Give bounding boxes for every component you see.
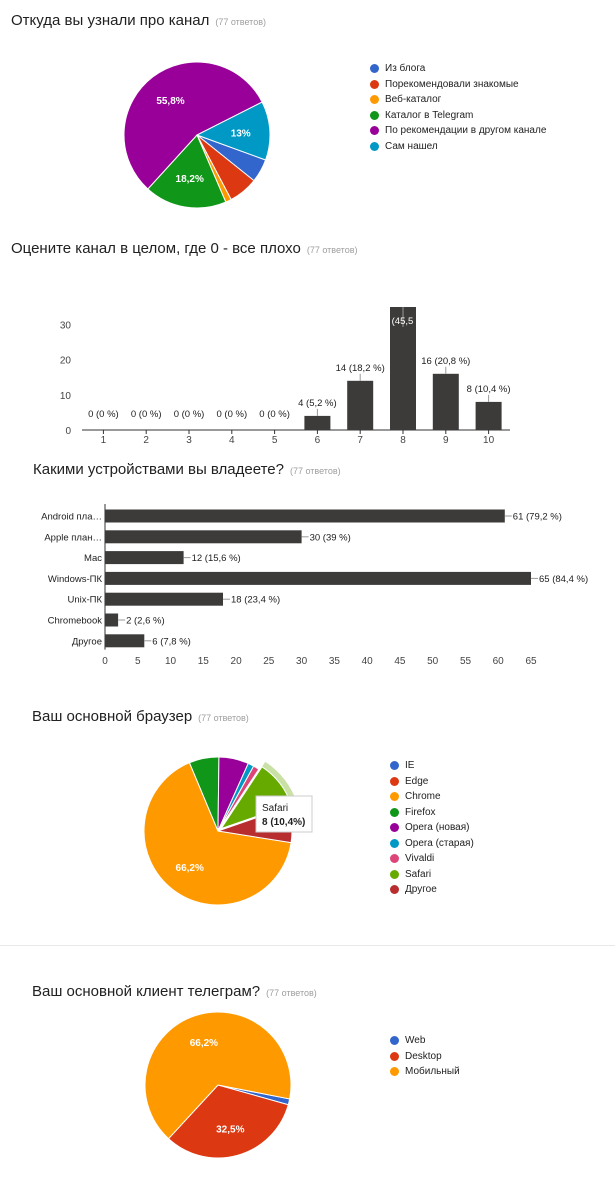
x-tick-label: 65 — [525, 656, 537, 667]
x-tick-label: 8 — [400, 435, 406, 446]
data-label: 30 (39 %) — [309, 532, 351, 544]
x-tick-label: 2 — [143, 435, 149, 446]
chart-title-text: Ваш основной браузер — [32, 708, 193, 725]
legend-item-opera-новая — [390, 820, 474, 836]
pie-slice-label: 66,2% — [189, 1038, 219, 1049]
legend-swatch — [370, 80, 379, 89]
legend-label: Desktop — [405, 1050, 442, 1062]
legend-item-из-блога — [370, 61, 546, 77]
legend-swatch — [390, 761, 399, 770]
section-browser — [0, 700, 615, 940]
pie-chart-browser — [0, 700, 615, 940]
pie-slice-label: 66,2% — [175, 863, 204, 875]
response-count: (77 ответов) — [289, 466, 341, 476]
legend-browser — [390, 758, 474, 898]
x-tick-label: 7 — [357, 435, 363, 446]
x-tick-label: 55 — [459, 656, 472, 667]
category-label: Другое — [71, 636, 102, 648]
legend-swatch — [370, 142, 379, 151]
data-label: 61 (79,2 %) — [512, 511, 562, 523]
data-label: 16 (20,8 %) — [421, 355, 471, 367]
legend-swatch — [390, 792, 399, 801]
pie-slice-label: 32,5% — [216, 1124, 245, 1136]
x-tick-label: 1 — [100, 435, 107, 446]
category-label: Mac — [84, 553, 102, 565]
data-label: 18 (23,4 %) — [231, 594, 281, 606]
x-tick-label: 4 — [229, 435, 235, 446]
legend-label: Порекомендовали знакомые — [385, 78, 519, 90]
legend-label: Vivaldi — [405, 853, 435, 865]
bar-chart-devices — [0, 455, 615, 675]
legend-item-firefox — [390, 805, 474, 821]
legend-item-opera-старая — [390, 836, 474, 852]
chart-title-text: Ваш основной клиент телеграм? — [32, 983, 261, 1000]
category-label: Unix-ПК — [67, 594, 102, 606]
legend-item-edge — [390, 774, 474, 790]
data-label: 4 (5,2 %) — [298, 397, 337, 409]
chart-title-text: Откуда вы узнали про канал — [11, 12, 210, 29]
data-label: 0 (0 %) — [130, 409, 162, 420]
data-label: 35 (45,5 %) — [378, 316, 428, 327]
bar-10 — [476, 402, 502, 430]
legend-swatch — [370, 126, 379, 135]
y-tick-label: 10 — [59, 390, 71, 402]
legend-label: Opera (новая) — [405, 822, 470, 834]
section-devices — [0, 455, 615, 675]
legend-swatch — [390, 1067, 399, 1076]
legend-item-каталог-в-telegram — [370, 108, 546, 124]
pie-slice-label: 18,2% — [175, 174, 204, 186]
legend-swatch — [390, 854, 399, 863]
legend-item-другое — [390, 882, 474, 898]
legend-label: Веб-каталог — [385, 94, 442, 106]
legend-client — [390, 1033, 460, 1080]
data-label: 8 (10,4 %) — [466, 383, 511, 395]
data-label: 0 (0 %) — [216, 409, 248, 420]
response-count: (77 ответов) — [198, 713, 249, 723]
legend-label: Другое — [405, 884, 437, 896]
tooltip-name: Safari — [262, 803, 289, 814]
legend-label: Из блога — [385, 63, 426, 75]
legend-label: Opera (старая) — [405, 837, 474, 849]
y-tick-label: 0 — [65, 426, 71, 437]
legend-item-web — [390, 1033, 460, 1049]
x-tick-label: 15 — [197, 656, 209, 667]
legend-swatch — [390, 808, 399, 817]
pie-chart-source — [100, 40, 400, 240]
legend-swatch — [370, 111, 379, 120]
pie-slice-label: 13% — [230, 128, 251, 140]
legend-item-chrome — [390, 789, 474, 805]
section-rating — [0, 230, 615, 455]
legend-swatch — [390, 839, 399, 848]
response-count: (77 ответов) — [215, 17, 266, 27]
category-label: Apple план… — [44, 532, 102, 544]
response-count: (77 ответов) — [306, 245, 358, 255]
bar-unix-пк — [105, 593, 223, 606]
bar-другое — [105, 634, 144, 647]
legend-item-веб-каталог — [370, 92, 546, 108]
x-tick-label: 30 — [296, 656, 308, 667]
x-tick-label: 3 — [186, 435, 192, 446]
data-label: 12 (15,6 %) — [191, 553, 241, 565]
x-tick-label: 25 — [263, 656, 275, 667]
legend-swatch — [370, 64, 379, 73]
bar-mac — [105, 551, 184, 564]
legend-swatch — [390, 823, 399, 832]
pie-chart-client — [0, 975, 615, 1200]
legend-label: IE — [405, 760, 415, 772]
tooltip — [256, 796, 312, 832]
legend-label: Мобильный — [405, 1066, 460, 1078]
legend-swatch — [390, 870, 399, 879]
x-tick-label: 10 — [164, 656, 177, 667]
legend-item-порекомендовали-знакомые — [370, 77, 546, 93]
x-tick-label: 9 — [443, 435, 449, 446]
legend-item-по-рекомендации-в-другом-канале — [370, 123, 546, 139]
data-label: 0 (0 %) — [88, 409, 119, 420]
x-tick-label: 20 — [230, 656, 242, 667]
y-tick-label: 20 — [59, 355, 71, 367]
data-label: 14 (18,2 %) — [335, 362, 385, 374]
bar-6 — [304, 416, 330, 430]
legend-swatch — [390, 777, 399, 786]
section-source — [0, 0, 615, 240]
legend-label: Web — [405, 1035, 426, 1047]
x-tick-label: 60 — [492, 656, 504, 667]
legend-item-safari — [390, 867, 474, 883]
category-label: Android пла… — [41, 511, 102, 523]
bar-android-пла — [105, 510, 505, 523]
bar-chart-rating — [0, 230, 615, 455]
chart-title-text: Оцените канал в целом, где 0 - все плохо — [11, 240, 301, 257]
x-tick-label: 40 — [361, 656, 373, 667]
tooltip-value: 8 (10,4%) — [262, 817, 306, 828]
x-tick-label: 35 — [328, 656, 340, 667]
x-tick-label: 10 — [483, 435, 495, 446]
chart-title-text: Какими устройствами вы владеете? — [33, 461, 284, 478]
legend-label: Edge — [405, 775, 429, 787]
bar-9 — [433, 374, 459, 430]
x-tick-label: 6 — [314, 435, 321, 446]
x-tick-label: 5 — [271, 435, 278, 446]
category-label: Chromebook — [47, 615, 102, 627]
section-divider — [0, 945, 615, 946]
x-tick-label: 5 — [135, 656, 141, 667]
legend-item-сам-нашел — [370, 139, 546, 155]
legend-item-ie — [390, 758, 474, 774]
legend-swatch — [370, 95, 379, 104]
x-tick-label: 0 — [102, 656, 108, 667]
data-label: 0 (0 %) — [259, 409, 290, 420]
legend-source — [370, 61, 546, 154]
bar-chromebook — [105, 614, 118, 627]
bar-windows-пк — [105, 572, 531, 585]
data-label: 0 (0 %) — [173, 409, 205, 420]
legend-item-desktop — [390, 1049, 460, 1065]
legend-swatch — [390, 1052, 399, 1061]
y-tick-label: 30 — [59, 320, 71, 332]
x-tick-label: 45 — [394, 656, 406, 667]
legend-label: Safari — [405, 868, 432, 880]
data-label: 2 (2,6 %) — [126, 615, 165, 627]
legend-item-vivaldi — [390, 851, 474, 867]
legend-label: Chrome — [405, 791, 441, 803]
data-label: 65 (84,4 %) — [539, 573, 589, 585]
bar-7 — [347, 381, 373, 430]
legend-label: Каталог в Telegram — [385, 109, 474, 121]
pie-slice-label: 55,8% — [156, 96, 185, 108]
chart-title — [11, 12, 266, 29]
data-label: 6 (7,8 %) — [152, 636, 191, 648]
bar-apple-план — [105, 530, 302, 543]
x-tick-label: 50 — [427, 656, 439, 667]
category-label: Windows-ПК — [47, 573, 102, 585]
legend-swatch — [390, 1036, 399, 1045]
response-count: (77 ответов) — [266, 988, 317, 998]
legend-label: Firefox — [405, 806, 436, 818]
section-client — [0, 975, 615, 1200]
legend-item-мобильный — [390, 1064, 460, 1080]
legend-label: По рекомендации в другом канале — [385, 125, 547, 137]
legend-swatch — [390, 885, 399, 894]
legend-label: Сам нашел — [385, 140, 438, 152]
